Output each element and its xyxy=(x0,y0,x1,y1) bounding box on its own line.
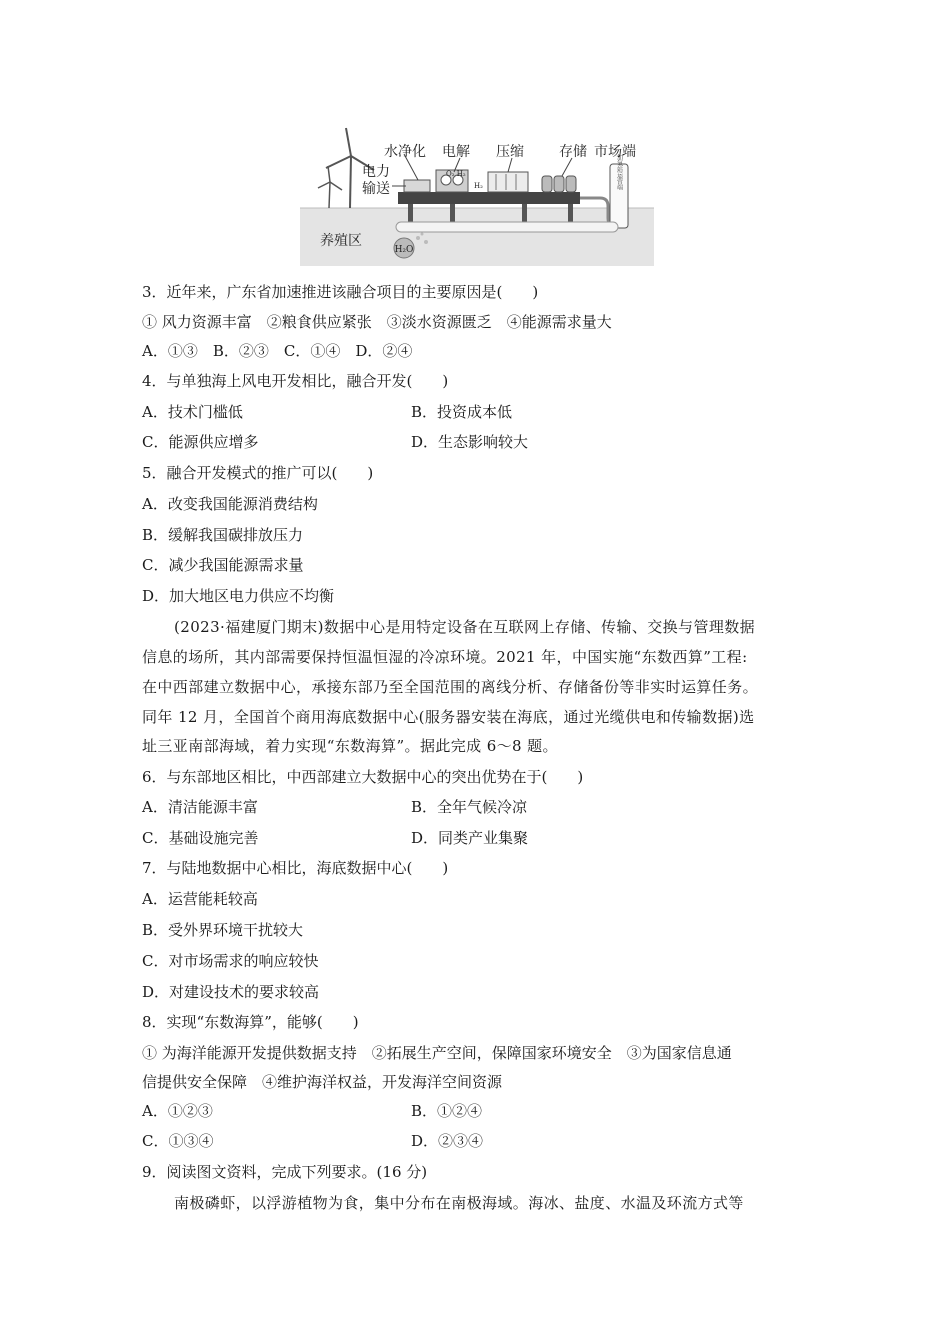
h2o-label: H₂O xyxy=(394,245,414,255)
q5-option-b: B．缓解我国碳排放压力 xyxy=(142,526,304,544)
label-storage: 存储 xyxy=(559,144,587,160)
q3-stem: 3．近年来，广东省加速推进该融合项目的主要原因是( ) xyxy=(142,283,539,301)
q4-option-d: D．生态影响较大 xyxy=(411,433,529,451)
passage-line-4: 同年 12 月，全国首个商用海底数据中心(服务器安装在海底，通过光缆供电和传输数据)选 xyxy=(142,708,755,726)
q5-option-c: C．减少我国能源需求量 xyxy=(142,556,304,574)
q6-option-b: B．全年气候冷凉 xyxy=(411,798,528,816)
q6-stem: 6．与东部地区相比，中西部建立大数据中心的突出优势在于( ) xyxy=(142,768,584,786)
q5-stem: 5．融合开发模式的推广可以( ) xyxy=(142,464,374,482)
q9-paragraph: 南极磷虾，以浮游植物为食，集中分布在南极海域。海冰、盐度、水温及环流方式等 xyxy=(174,1194,744,1212)
q9-stem: 9．阅读图文资料，完成下列要求。(16 分) xyxy=(142,1163,428,1181)
q8-statements-1: ① 为海洋能源开发提供数据支持 ②拓展生产空间，保障国家环境安全 ③为国家信息通 xyxy=(142,1044,732,1062)
label-aquaculture: 养殖区 xyxy=(320,233,362,249)
label-power-2: 输送 xyxy=(362,181,390,197)
label-h2: H₂ xyxy=(474,182,483,190)
wind-hydrogen-diagram xyxy=(300,124,654,266)
q8-option-b: B．①②④ xyxy=(411,1102,483,1120)
q8-stem: 8．实现“东数海算”，能够( ) xyxy=(142,1013,359,1031)
label-electrolysis: 电解 xyxy=(442,144,470,160)
q5-option-a: A．改变我国能源消费结构 xyxy=(142,495,318,513)
q7-option-c: C．对市场需求的响应较快 xyxy=(142,952,319,970)
q3-options: A．①③ B．②③ C．①④ D．②④ xyxy=(142,342,413,360)
q8-statements-2: 信提供安全保障 ④维护海洋权益，开发海洋空间资源 xyxy=(142,1073,503,1091)
label-power-1: 电力 xyxy=(362,164,390,180)
passage-line-3: 在中西部建立数据中心，承接东部乃至全国范围的离线分析、存储备份等非实时运算任务。 xyxy=(142,678,759,696)
q5-option-d: D．加大地区电力供应不均衡 xyxy=(142,587,335,605)
label-compress: 压缩 xyxy=(496,144,524,160)
q4-option-a: A．技术门槛低 xyxy=(142,403,243,421)
label-market: 市场端 xyxy=(594,144,636,160)
label-water-purify: 水净化 xyxy=(384,144,426,160)
q8-option-a: A．①②③ xyxy=(142,1102,213,1120)
q8-option-d: D．②③④ xyxy=(411,1132,484,1150)
q8-option-c: C．①③④ xyxy=(142,1132,214,1150)
q4-option-c: C．能源供应增多 xyxy=(142,433,259,451)
q6-option-a: A．清洁能源丰富 xyxy=(142,798,258,816)
market-vertical-label: 加氢站运营端 xyxy=(615,154,623,190)
label-o2-h2: O₂ H₂ xyxy=(446,170,466,178)
passage-line-1: (2023·福建厦门期末)数据中心是用特定设备在互联网上存储、传输、交换与管理数据 xyxy=(174,618,756,636)
q7-stem: 7．与陆地数据中心相比，海底数据中心( ) xyxy=(142,859,449,877)
q4-option-b: B．投资成本低 xyxy=(411,403,513,421)
q7-option-a: A．运营能耗较高 xyxy=(142,890,258,908)
q4-stem: 4．与单独海上风电开发相比，融合开发( ) xyxy=(142,372,449,390)
passage-line-5: 址三亚南部海域，着力实现“东数海算”。据此完成 6～8 题。 xyxy=(142,737,558,755)
q7-option-d: D．对建设技术的要求较高 xyxy=(142,983,320,1001)
passage-line-2: 信息的场所，其内部需要保持恒温恒湿的冷凉环境。2021 年，中国实施“东数西算”工程: xyxy=(142,648,748,666)
q6-option-c: C．基础设施完善 xyxy=(142,829,259,847)
q7-option-b: B．受外界环境干扰较大 xyxy=(142,921,304,939)
q6-option-d: D．同类产业集聚 xyxy=(411,829,529,847)
q3-statements: ① 风力资源丰富 ②粮食供应紧张 ③淡水资源匮乏 ④能源需求量大 xyxy=(142,313,612,331)
